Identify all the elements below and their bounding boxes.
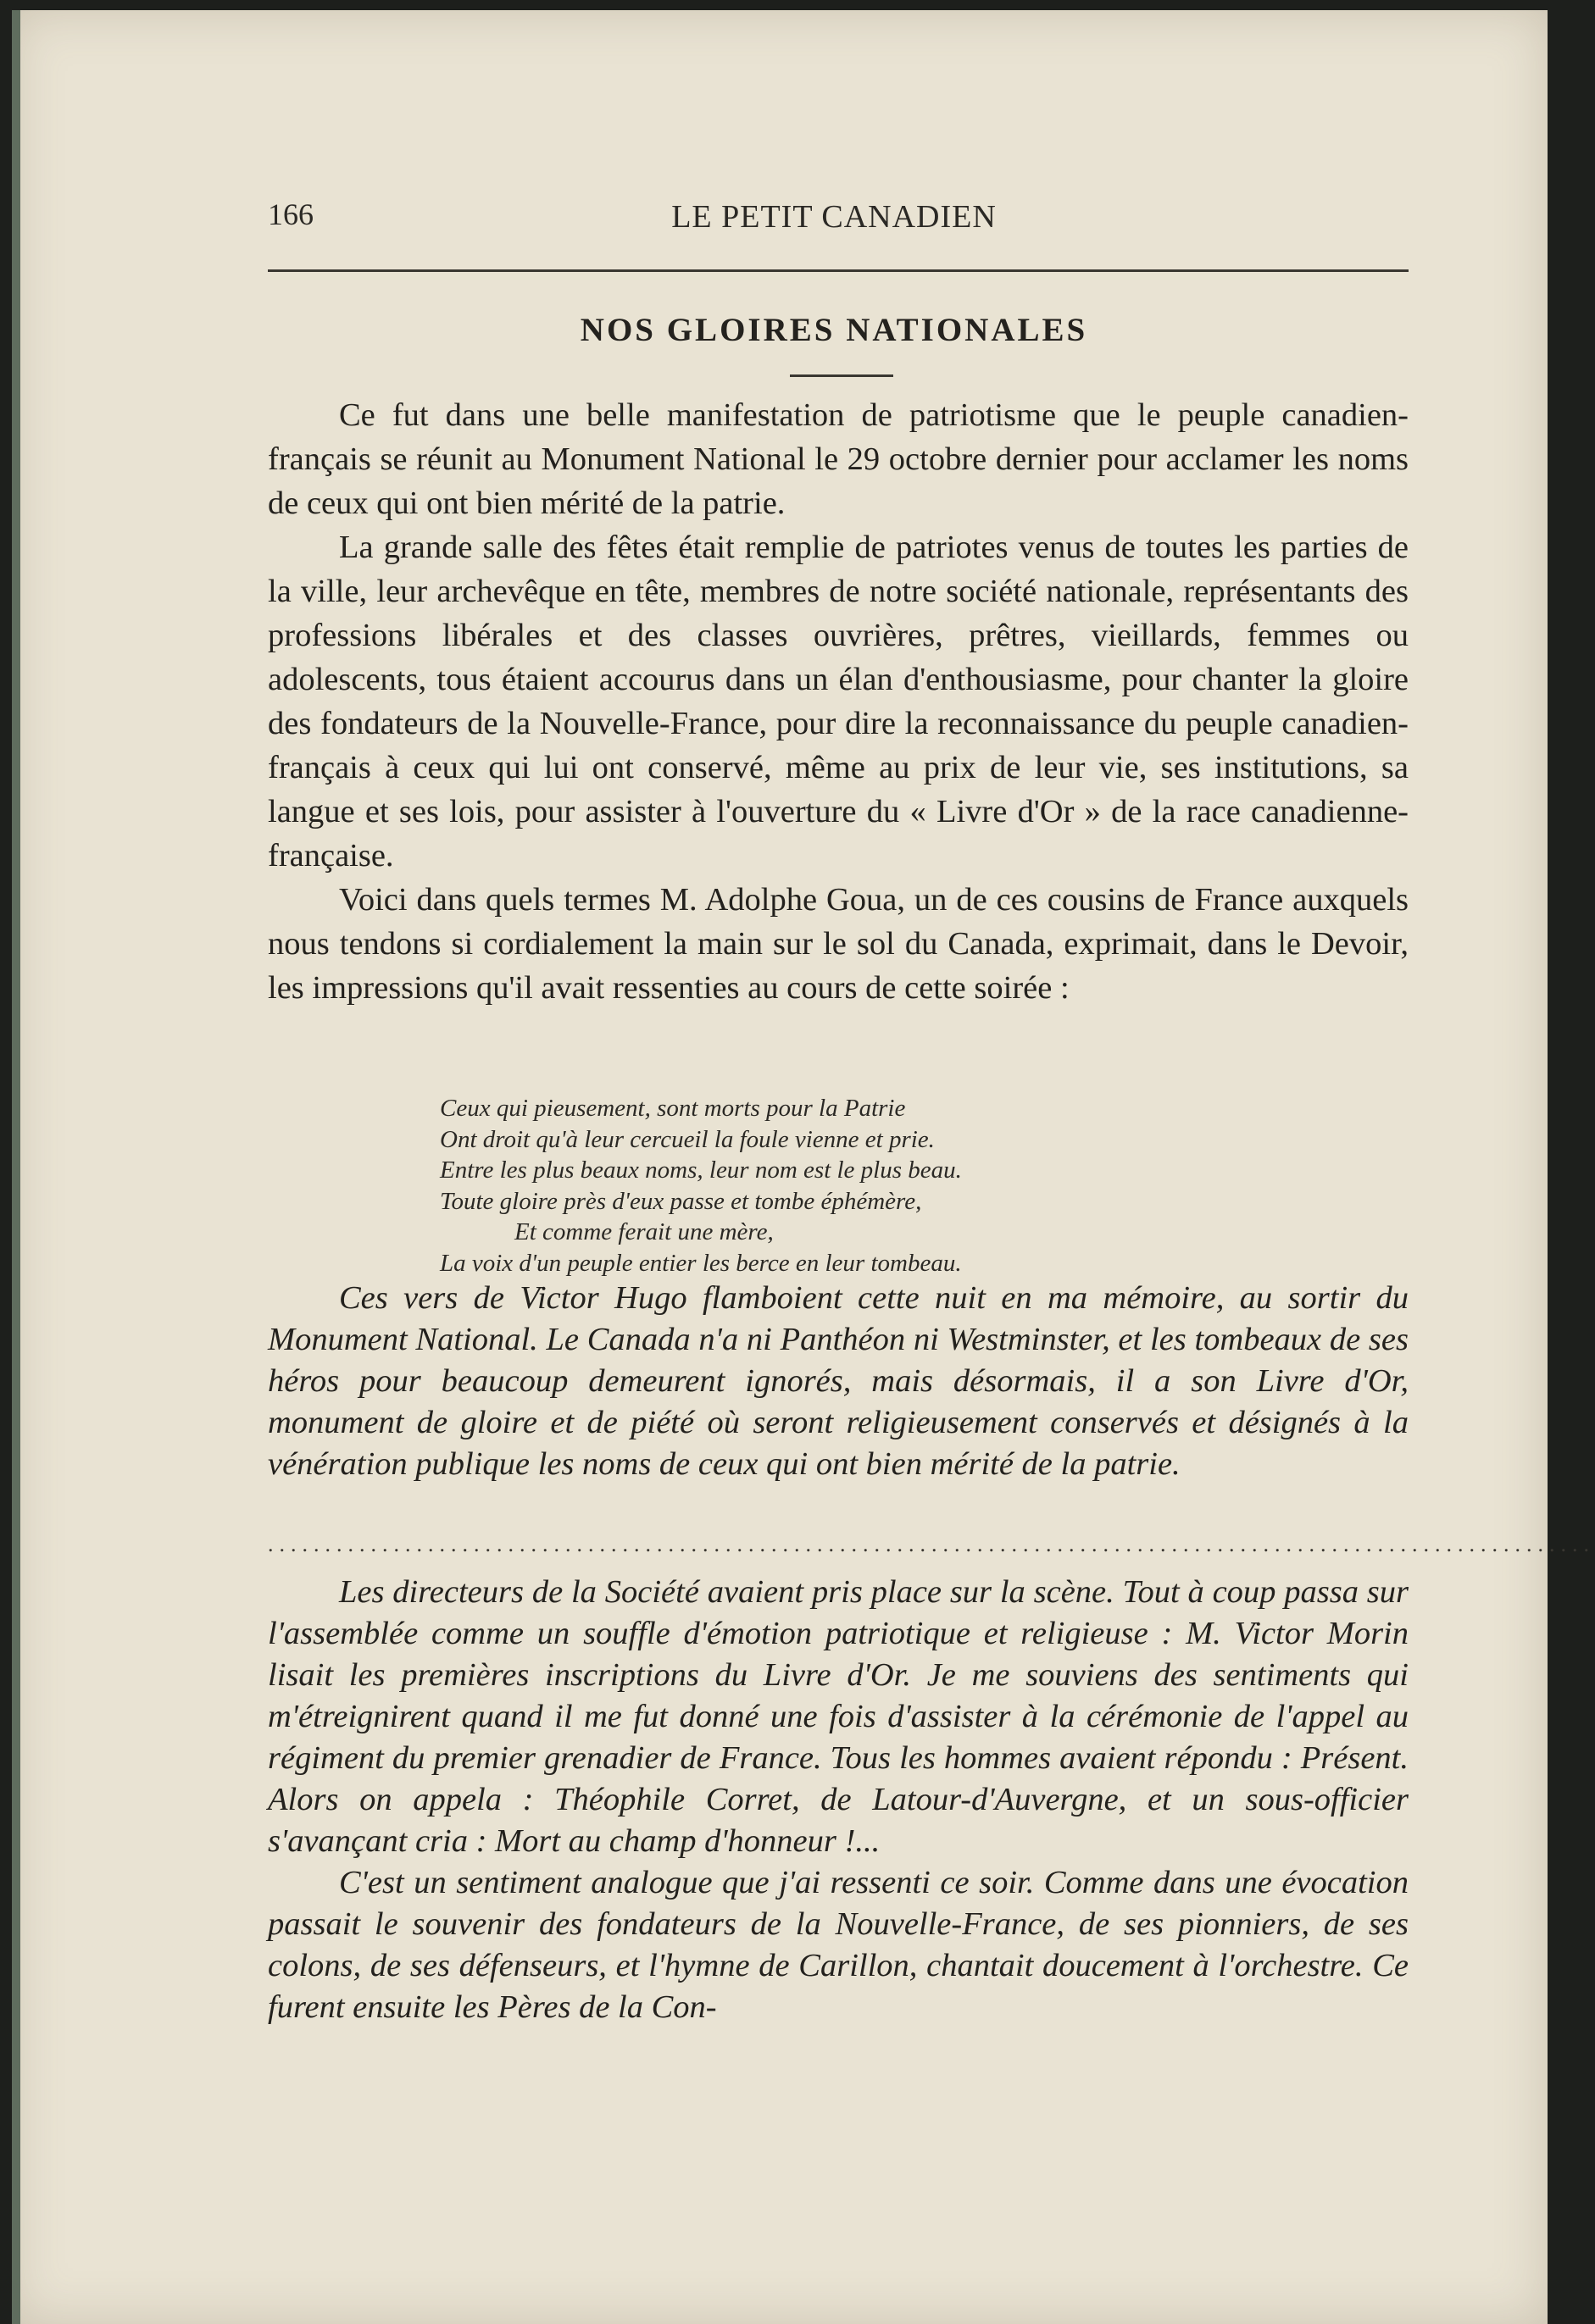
body-text [268, 393, 1409, 1010]
italic-text-continued [268, 1572, 1409, 2028]
section-title: NOS GLOIRES NATIONALES [580, 312, 1088, 348]
poem-line: Entre les plus beaux noms, leur nom est le plus beau. [440, 1156, 962, 1184]
page-number: 166 [268, 197, 314, 231]
poem-line: Toute gloire près d'eux passe et tombe éphémère, [440, 1187, 922, 1215]
header-rule [268, 269, 1409, 272]
paragraph: Voici dans quels termes M. Adolphe Goua, un de ces cousins de France auxquels nous tendons si cordialement la main sur le sol du Canada, exprimait, dans le Devoir, les impressions qu'il avait ressenties au cours de cette soirée : [268, 882, 1409, 1006]
poem-line: Et comme ferait une mère, [514, 1218, 774, 1245]
paragraph: Ce fut dans une belle manifestation de patriotisme que le peuple canadien-français se réunit au Monument National le 29 octobre dernier pour acclamer les noms de ceux qui ont bien mérité de la patrie. [268, 397, 1409, 521]
poem-line: Ceux qui pieusement, sont morts pour la Patrie [440, 1095, 906, 1122]
book-page [12, 10, 1595, 2324]
running-title: LE PETIT CANADIEN [671, 199, 997, 235]
binding-edge [12, 10, 20, 2324]
page-header [258, 197, 1410, 247]
dot-separator: .................................................................................................................... [268, 1532, 1595, 1556]
italic-text [268, 1278, 1409, 1485]
title-rule [790, 374, 893, 377]
paragraph: Ces vers de Victor Hugo flamboient cette nuit en ma mémoire, au sortir du Monument National. Le Canada n'a ni Panthéon ni Westminster, et les tombeaux de ses héros pour beaucoup demeurent ignorés, mais désormais, il a son Livre d'Or, monument de gloire et de piété où seront religieusement conservés et désignés à la vénération publique les noms de ceux qui ont bien mérité de la patrie. [268, 1280, 1409, 1482]
poem-line: Ont droit qu'à leur cercueil la foule vienne et prie. [440, 1125, 935, 1153]
poem-quote [440, 1093, 1287, 1278]
poem-line: La voix d'un peuple entier les berce en leur tombeau. [440, 1249, 962, 1277]
paragraph: C'est un sentiment analogue que j'ai ressenti ce soir. Comme dans une évocation passait le souvenir des fondateurs de la Nouvelle-France, de ses pionniers, de ses colons, de ses défenseurs, et l'hymne de Carillon, chantait doucement à l'orchestre. Ce furent ensuite les Pères de la Con- [268, 1865, 1409, 2025]
paragraph: Les directeurs de la Société avaient pris place sur la scène. Tout à coup passa sur l'assemblée comme un souffle d'émotion patriotique et religieuse : M. Victor Morin lisait les premières inscriptions du Livre d'Or. Je me souviens des sentiments qui m'étreignirent quand il me fut donné une fois d'assister à la cérémonie de l'appel au régiment du premier grenadier de France. Tous les hommes avaient répondu : Présent. Alors on appela : Théophile Corret, de Latour-d'Auvergne, et un sous-officier s'avançant cria : Mort au champ d'honneur !... [268, 1574, 1409, 1859]
paragraph: La grande salle des fêtes était remplie de patriotes venus de toutes les parties de la ville, leur archevêque en tête, membres de notre société nationale, représentants des professions libérales et des classes ouvrières, prêtres, vieillards, femmes ou adolescents, tous étaient accourus dans un élan d'enthousiasme, pour chanter la gloire des fondateurs de la Nouvelle-France, pour dire la reconnaissance du peuple canadien-français à ceux qui lui ont conservé, même au prix de leur vie, ses institutions, sa langue et ses lois, pour assister à l'ouverture du « Livre d'Or » de la race canadienne-française. [268, 530, 1409, 874]
